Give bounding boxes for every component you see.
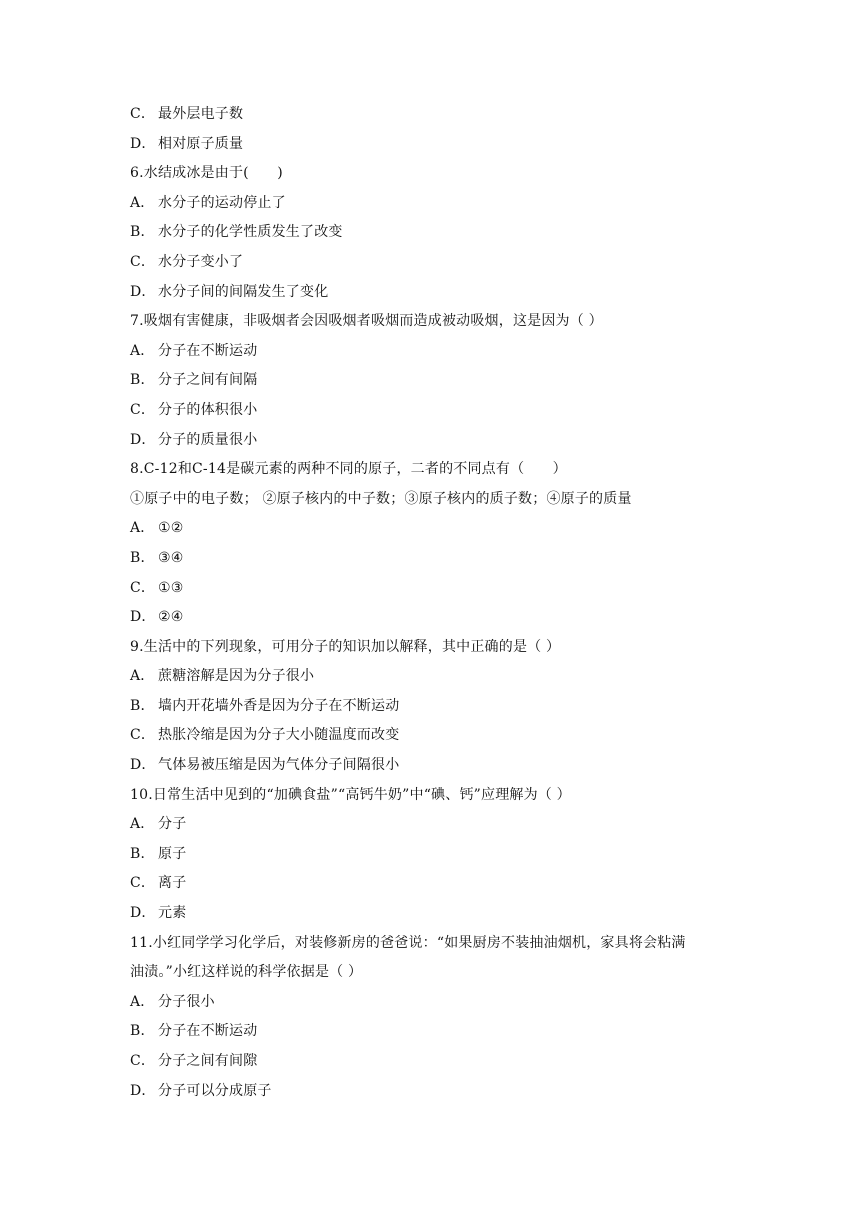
question-10-option-c bbox=[130, 869, 740, 899]
option-text: 气体易被压缩是因为气体分子间隔很小 bbox=[158, 757, 400, 774]
option-text: 墙内开花墙外香是因为分子在不断运动 bbox=[158, 697, 400, 714]
question-6-option-c bbox=[130, 248, 740, 278]
option-letter: C． bbox=[130, 401, 156, 418]
option-text: 离子 bbox=[158, 875, 187, 892]
question-9-stem: 9.生活中的下列现象，可用分子的知识加以解释，其中正确的是（ ） bbox=[130, 638, 561, 655]
option-text: 分子之间有间隔 bbox=[158, 372, 258, 389]
option-text: 分子之间有间隙 bbox=[158, 1053, 258, 1069]
option-letter: D． bbox=[130, 905, 156, 922]
option-letter: C． bbox=[130, 727, 156, 744]
option-text: 热胀冷缩是因为分子大小随温度而改变 bbox=[158, 727, 400, 744]
option-text: 最外层电子数 bbox=[158, 106, 244, 122]
question-11-option-d bbox=[130, 1077, 740, 1107]
option-text: 蔗糖溶解是因为分子很小 bbox=[158, 668, 315, 685]
option-letter: A． bbox=[130, 993, 155, 1010]
option-letter: D． bbox=[130, 135, 156, 152]
question-6-option-d bbox=[130, 278, 740, 308]
option-letter: B． bbox=[130, 224, 155, 241]
option-text: 分子很小 bbox=[158, 993, 215, 1010]
question-9-option-d bbox=[130, 751, 740, 781]
option-text: 分子 bbox=[158, 816, 187, 833]
question-8-option-c bbox=[130, 574, 740, 604]
question-7-option-a bbox=[130, 337, 740, 367]
question-6-stem: 6.水结成冰是由于( ) bbox=[130, 165, 283, 182]
option-text: 分子在不断运动 bbox=[158, 342, 258, 359]
question-7-stem: 7.吸烟有害健康，非吸烟者会因吸烟者吸烟而造成被动吸烟，这是因为（ ） bbox=[130, 313, 603, 330]
question-6-option-b bbox=[130, 218, 740, 248]
option-d bbox=[130, 130, 740, 160]
question-8-stem: 8.C-12和C-14是碳元素的两种不同的原子，二者的不同点有（ ） bbox=[130, 461, 567, 478]
option-letter: D． bbox=[130, 609, 156, 626]
question-8-option-b bbox=[130, 544, 740, 574]
option-text: 分子的体积很小 bbox=[158, 401, 258, 418]
option-letter: C． bbox=[130, 875, 156, 892]
option-letter: B． bbox=[130, 549, 155, 566]
option-text: 分子在不断运动 bbox=[158, 1023, 258, 1040]
option-text: 水分子的化学性质发生了改变 bbox=[158, 224, 343, 241]
option-letter: C． bbox=[130, 579, 156, 596]
option-text: ③④ bbox=[158, 549, 184, 566]
option-text: ②④ bbox=[158, 609, 184, 626]
option-letter: A． bbox=[130, 520, 155, 537]
option-letter: B． bbox=[130, 697, 155, 714]
question-9-option-c bbox=[130, 721, 740, 751]
option-letter: D． bbox=[130, 1082, 156, 1099]
option-letter: D． bbox=[130, 431, 156, 448]
question-11-option-c bbox=[130, 1047, 740, 1077]
option-c bbox=[130, 100, 740, 130]
option-text: 分子的质量很小 bbox=[158, 431, 258, 448]
option-text: 分子可以分成原子 bbox=[158, 1082, 272, 1099]
option-text: 水分子间的间隔发生了变化 bbox=[158, 283, 329, 300]
question-11-option-a bbox=[130, 988, 740, 1018]
option-text: 元素 bbox=[158, 905, 187, 922]
question-8-option-a bbox=[130, 514, 740, 544]
option-text: 原子 bbox=[158, 845, 187, 862]
option-letter: B． bbox=[130, 845, 155, 862]
question-11-option-b bbox=[130, 1017, 740, 1047]
question-9-option-a bbox=[130, 662, 740, 692]
option-letter: A． bbox=[130, 194, 155, 211]
question-10-stem: 10.日常生活中见到的“加碘食盐”“高钙牛奶”中“碘、钙”应理解为（ ） bbox=[130, 786, 571, 803]
question-11-stem-line2: 油渍。”小红这样说的科学依据是（ ） bbox=[130, 964, 363, 981]
question-10-option-a bbox=[130, 810, 740, 840]
option-text: ①③ bbox=[158, 579, 184, 596]
option-text: 相对原子质量 bbox=[158, 135, 244, 152]
question-7-option-c bbox=[130, 396, 740, 426]
option-letter: B． bbox=[130, 1023, 155, 1040]
question-10-option-b bbox=[130, 840, 740, 870]
question-11-stem-line1: 11.小红同学学习化学后，对装修新房的爸爸说：“如果厨房不装抽油烟机，家具将会粘满 bbox=[130, 934, 686, 951]
option-letter: C． bbox=[130, 1053, 156, 1069]
option-letter: D． bbox=[130, 757, 156, 774]
option-letter: C． bbox=[130, 106, 156, 122]
option-letter: D． bbox=[130, 283, 156, 300]
option-text: ①② bbox=[158, 520, 184, 537]
question-7-option-b bbox=[130, 366, 740, 396]
option-letter: A． bbox=[130, 342, 155, 359]
question-10-option-d bbox=[130, 899, 740, 929]
question-list bbox=[130, 100, 740, 1106]
question-9-option-b bbox=[130, 692, 740, 722]
option-letter: A． bbox=[130, 668, 155, 685]
option-text: 水分子的运动停止了 bbox=[158, 194, 286, 211]
option-letter: B． bbox=[130, 372, 155, 389]
question-7-option-d bbox=[130, 426, 740, 456]
option-letter: A． bbox=[130, 816, 155, 833]
question-6-option-a bbox=[130, 189, 740, 219]
question-8-note: ①原子中的电子数； ②原子核内的中子数；③原子核内的质子数；④原子的质量 bbox=[130, 490, 632, 507]
option-text: 水分子变小了 bbox=[158, 253, 244, 270]
option-letter: C． bbox=[130, 253, 156, 270]
question-8-option-d bbox=[130, 603, 740, 633]
